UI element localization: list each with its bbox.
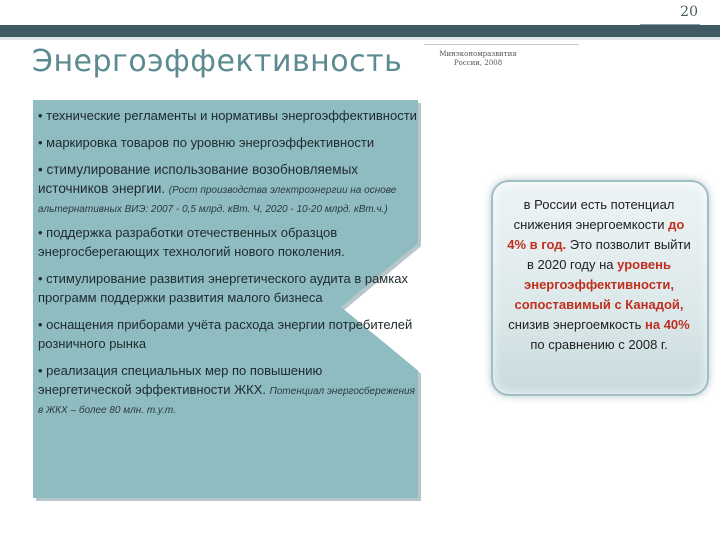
caption-divider: [424, 44, 579, 45]
bullet-item: [38, 106, 418, 125]
bullet-item: [38, 160, 418, 217]
page-number-divider: [640, 24, 700, 25]
callout-part: снизив энергоемкость: [508, 317, 645, 332]
callout-part: Это позволит выйти в 2020 году на: [526, 237, 691, 272]
bullet-text: • оснащения приборами учёта расхода энергии потребителей розничного рынка: [38, 317, 413, 351]
bullet-list: [38, 106, 418, 426]
ministry-caption: Минэкономразвития России, 2008: [439, 50, 517, 68]
bullet-text: • поддержка разработки отечественных образцов энергосберегающих технологий нового поколения.: [38, 225, 345, 259]
bullet-item: [38, 223, 418, 261]
callout-part: в России есть потенциал снижения энергоемкости: [513, 197, 675, 232]
bullet-item: [38, 133, 418, 152]
bullet-text: • стимулирование развития энергетического аудита в рамках программ поддержки развития малого бизнеса: [38, 271, 408, 305]
bullet-item: [38, 269, 418, 307]
page-number: 20: [680, 4, 698, 20]
bullet-text: • реализация специальных мер по повышению энергетической эффективности ЖКХ.: [38, 363, 323, 397]
slide-title: Энергоэффективность: [32, 44, 403, 79]
header-bar: [0, 25, 720, 37]
callout-highlight: уровень энергоэффективности, сопоставимый с Канадой,: [514, 257, 684, 312]
callout-highlight: на 40%: [645, 317, 690, 332]
bullet-text: • стимулирование использование возобновляемых источников энергии.: [38, 162, 359, 196]
bullet-item: [38, 361, 418, 418]
bullet-note: (Рост производства электроэнергии на основе альтернативных ВИЭ: 2007 - 0,5 млрд. кВт. Ч, 2020 - 10-20 млрд. кВт.ч.): [38, 185, 397, 215]
header-accent-line: [0, 37, 720, 40]
bullet-text: • технические регламенты и нормативы энергоэффективности: [38, 108, 417, 123]
bullet-item: [38, 315, 418, 353]
bullet-text: • маркировка товаров по уровню энергоэффективности: [38, 135, 375, 150]
callout-text: [503, 195, 695, 355]
callout-part: по сравнению с 2008 г.: [530, 337, 668, 352]
bullet-note: Потенциал энергосбережения в ЖКХ – более 80 млн. т.у.т.: [38, 386, 415, 416]
callout-highlight: до 4% в год.: [507, 217, 685, 252]
